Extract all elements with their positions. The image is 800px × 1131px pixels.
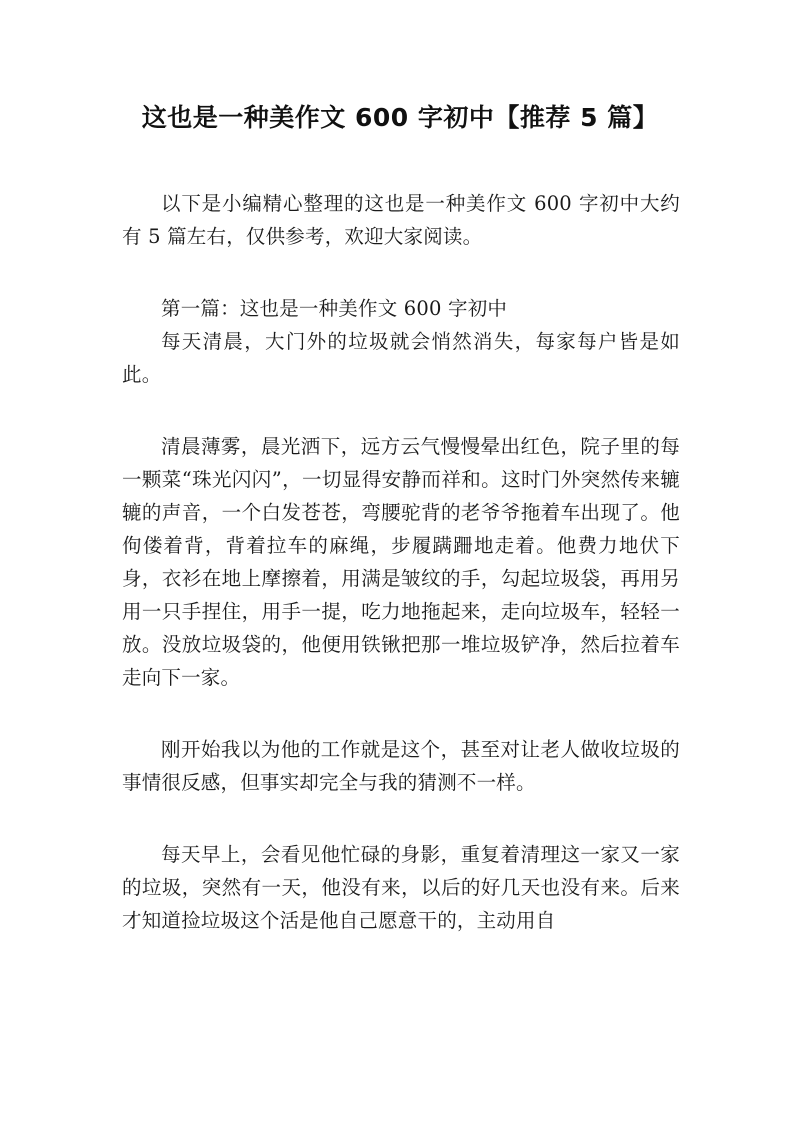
body-paragraph: 每天清晨，大门外的垃圾就会悄然消失，每家每户皆是如此。 — [122, 330, 680, 386]
body-paragraph: 刚开始我以为他的工作就是这个，甚至对让老人做收垃圾的事情很反感，但事实却完全与我的猜测不一样。 — [122, 738, 680, 794]
document-body — [122, 187, 680, 937]
document-title: 这也是一种美作文 600 字初中【推荐 5 篇】 — [141, 103, 659, 132]
spacer — [122, 799, 680, 838]
body-paragraph: 清晨薄雾，晨光洒下，远方云气慢慢晕出红色，院子里的每一颗菜“珠光闪闪”，一切显得安静而祥和。这时门外突然传来辘辘的声音，一个白发苍苍，弯腰驼背的老爷爷拖着车出现了。他佝偻着背，背着拉车的麻绳，步履蹒跚地走着。他费力地伏下身，衣衫在地上摩擦着，用满是皱纹的手，勾起垃圾袋，再用另用一只手捏住，用手一提，吃力地拖起来，走向垃圾车，轻轻一放。没放垃圾袋的，他便用铁锹把那一堆垃圾铲净，然后拉着车走向下一家。 — [122, 435, 680, 689]
spacer — [122, 391, 680, 430]
body-paragraph: 每天早上，会看见他忙碌的身影，重复着清理这一家又一家的垃圾，突然有一天，他没有来，以后的好几天也没有来。后来才知道捡垃圾这个活是他自己愿意干的，主动用自 — [122, 843, 680, 932]
section-heading: 第一篇：这也是一种美作文 600 字初中 — [161, 297, 508, 320]
spacer — [122, 694, 680, 733]
spacer — [122, 253, 680, 292]
intro-paragraph: 以下是小编精心整理的这也是一种美作文 600 字初中大约有 5 篇左右，仅供参考，欢迎大家阅读。 — [122, 192, 680, 248]
